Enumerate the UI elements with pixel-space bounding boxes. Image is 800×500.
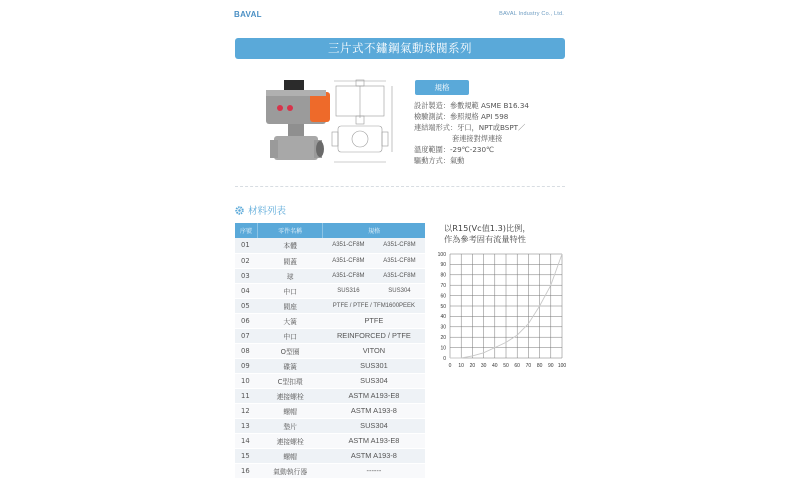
row-spec: REINFORCED / PTFE bbox=[323, 328, 425, 343]
row-no: 02 bbox=[235, 253, 257, 268]
row-name: 大簧 bbox=[257, 313, 322, 328]
spec-line: 驅動方式：氣動 bbox=[414, 156, 465, 165]
row-name: C型扣環 bbox=[257, 373, 322, 388]
row-name: 墊片 bbox=[257, 418, 322, 433]
row-spec: SUS304 bbox=[323, 418, 425, 433]
row-no: 12 bbox=[235, 403, 257, 418]
row-name: O型圈 bbox=[257, 343, 322, 358]
row-spec: SUS304 bbox=[323, 373, 425, 388]
spec-line: 檢驗測試：參照規格 API 598 bbox=[414, 112, 509, 121]
row-spec-a: A351-CF8M bbox=[323, 253, 374, 268]
spec-list bbox=[414, 100, 529, 166]
row-spec-a: A351-CF8M bbox=[323, 268, 374, 283]
row-no: 16 bbox=[235, 463, 257, 478]
section-divider bbox=[235, 186, 565, 187]
table-row bbox=[235, 253, 425, 268]
table-row bbox=[235, 358, 425, 373]
row-name: 閥蓋 bbox=[257, 253, 322, 268]
row-name: 碟簧 bbox=[257, 358, 322, 373]
y-tick-label: 60 bbox=[440, 293, 446, 300]
valve-photo bbox=[260, 74, 334, 174]
spec-line: 連結端形式：牙口，NPT或BSPT／ bbox=[414, 123, 526, 132]
y-tick-label: 30 bbox=[440, 324, 446, 331]
row-name: 螺帽 bbox=[257, 448, 322, 463]
row-no: 01 bbox=[235, 238, 257, 253]
table-row bbox=[235, 313, 425, 328]
row-no: 03 bbox=[235, 268, 257, 283]
table-row bbox=[235, 328, 425, 343]
row-no: 13 bbox=[235, 418, 257, 433]
row-no: 10 bbox=[235, 373, 257, 388]
table-row bbox=[235, 283, 425, 298]
row-spec-b: SUS304 bbox=[374, 283, 425, 298]
row-no: 04 bbox=[235, 283, 257, 298]
y-tick-label: 100 bbox=[437, 251, 446, 258]
row-name: 連接螺栓 bbox=[257, 433, 322, 448]
materials-title-text: 材料列表 bbox=[248, 206, 287, 217]
table-row bbox=[235, 418, 425, 433]
table-row bbox=[235, 343, 425, 358]
y-tick-label: 0 bbox=[443, 355, 446, 362]
y-tick-label: 70 bbox=[440, 283, 446, 289]
spec-line: 溫度範圍：-29℃-230℃ bbox=[414, 145, 495, 154]
y-tick-label: 90 bbox=[440, 262, 446, 269]
x-tick-label: 20 bbox=[469, 363, 476, 369]
materials-section-title bbox=[235, 203, 286, 217]
table-row bbox=[235, 433, 425, 448]
spec-line: 設計製造：參數規範 ASME B16.34 bbox=[414, 101, 529, 110]
table-row bbox=[235, 403, 425, 418]
row-name: 中口 bbox=[257, 328, 322, 343]
row-spec-a: SUS316 bbox=[323, 283, 374, 298]
flow-characteristic-chart bbox=[430, 248, 570, 378]
table-row bbox=[235, 388, 425, 403]
company-name: BAVAL Industry Co., Ltd. bbox=[499, 11, 564, 17]
x-tick-label: 80 bbox=[536, 363, 543, 369]
x-tick-label: 60 bbox=[514, 363, 520, 369]
x-tick-label: 50 bbox=[503, 363, 509, 369]
row-no: 14 bbox=[235, 433, 257, 448]
row-no: 11 bbox=[235, 388, 257, 403]
row-spec: ASTM A193-E8 bbox=[323, 433, 425, 448]
row-no: 07 bbox=[235, 328, 257, 343]
row-spec-b: A351-CF8M bbox=[374, 238, 425, 253]
table-row bbox=[235, 298, 425, 313]
dimension-drawing bbox=[330, 78, 400, 168]
row-name: 球 bbox=[257, 268, 322, 283]
row-no: 05 bbox=[235, 298, 257, 313]
y-tick-label: 50 bbox=[440, 303, 446, 310]
row-no: 06 bbox=[235, 313, 257, 328]
table-row bbox=[235, 463, 425, 478]
row-name: 螺帽 bbox=[257, 403, 322, 418]
brand-logo: BAVAL bbox=[234, 10, 262, 19]
row-spec-a: A351-CF8M bbox=[323, 238, 374, 253]
row-name: 連接螺栓 bbox=[257, 388, 322, 403]
spec-badge: 規格 bbox=[415, 80, 469, 95]
page-title: 三片式不鏽鋼氣動球閥系列 bbox=[235, 38, 565, 59]
table-row bbox=[235, 373, 425, 388]
row-spec: PTFE bbox=[323, 313, 425, 328]
row-name: 本體 bbox=[257, 238, 322, 253]
x-tick-label: 10 bbox=[458, 363, 464, 369]
materials-table bbox=[235, 223, 425, 479]
row-spec-b: A351-CF8M bbox=[374, 253, 425, 268]
x-tick-label: 90 bbox=[548, 363, 554, 369]
header-no: 序號 bbox=[235, 223, 257, 238]
table-row bbox=[235, 238, 425, 253]
y-tick-label: 80 bbox=[440, 272, 446, 279]
x-tick-label: 30 bbox=[480, 363, 487, 369]
row-name: 閥座 bbox=[257, 298, 322, 313]
row-no: 15 bbox=[235, 448, 257, 463]
header-part-name: 零件名稱 bbox=[257, 223, 322, 238]
chart-title-line: 以R15(Vc值1.3)比例， bbox=[444, 223, 531, 233]
x-tick-label: 0 bbox=[448, 363, 452, 369]
x-tick-label: 70 bbox=[525, 363, 532, 369]
spec-line: 套連接對焊連接 bbox=[452, 134, 503, 143]
gear-icon bbox=[235, 206, 244, 215]
row-spec: VITON bbox=[323, 343, 425, 358]
row-spec: ------ bbox=[323, 463, 425, 478]
table-header-row bbox=[235, 223, 425, 238]
x-tick-label: 100 bbox=[557, 363, 567, 369]
chart-title-line: 作為參考固有流量特性 bbox=[444, 234, 526, 244]
table-row bbox=[235, 268, 425, 283]
row-name: 氣動執行器 bbox=[257, 463, 322, 478]
row-no: 08 bbox=[235, 343, 257, 358]
header-spec: 規格 bbox=[323, 223, 425, 238]
chart-title bbox=[444, 223, 531, 245]
row-no: 09 bbox=[235, 358, 257, 373]
x-tick-label: 40 bbox=[492, 363, 498, 369]
catalog-page bbox=[230, 0, 570, 500]
row-spec-b: A351-CF8M bbox=[374, 268, 425, 283]
row-spec: ASTM A193-8 bbox=[323, 448, 425, 463]
y-tick-label: 10 bbox=[440, 345, 446, 352]
row-spec: ASTM A193-8 bbox=[323, 403, 425, 418]
y-tick-label: 40 bbox=[440, 314, 446, 321]
y-tick-label: 20 bbox=[440, 335, 446, 341]
row-spec: SUS301 bbox=[323, 358, 425, 373]
row-spec: PTFE / PTFE / TFM1600PEEK bbox=[323, 298, 425, 313]
row-spec: ASTM A193-E8 bbox=[323, 388, 425, 403]
table-row bbox=[235, 448, 425, 463]
row-name: 中口 bbox=[257, 283, 322, 298]
